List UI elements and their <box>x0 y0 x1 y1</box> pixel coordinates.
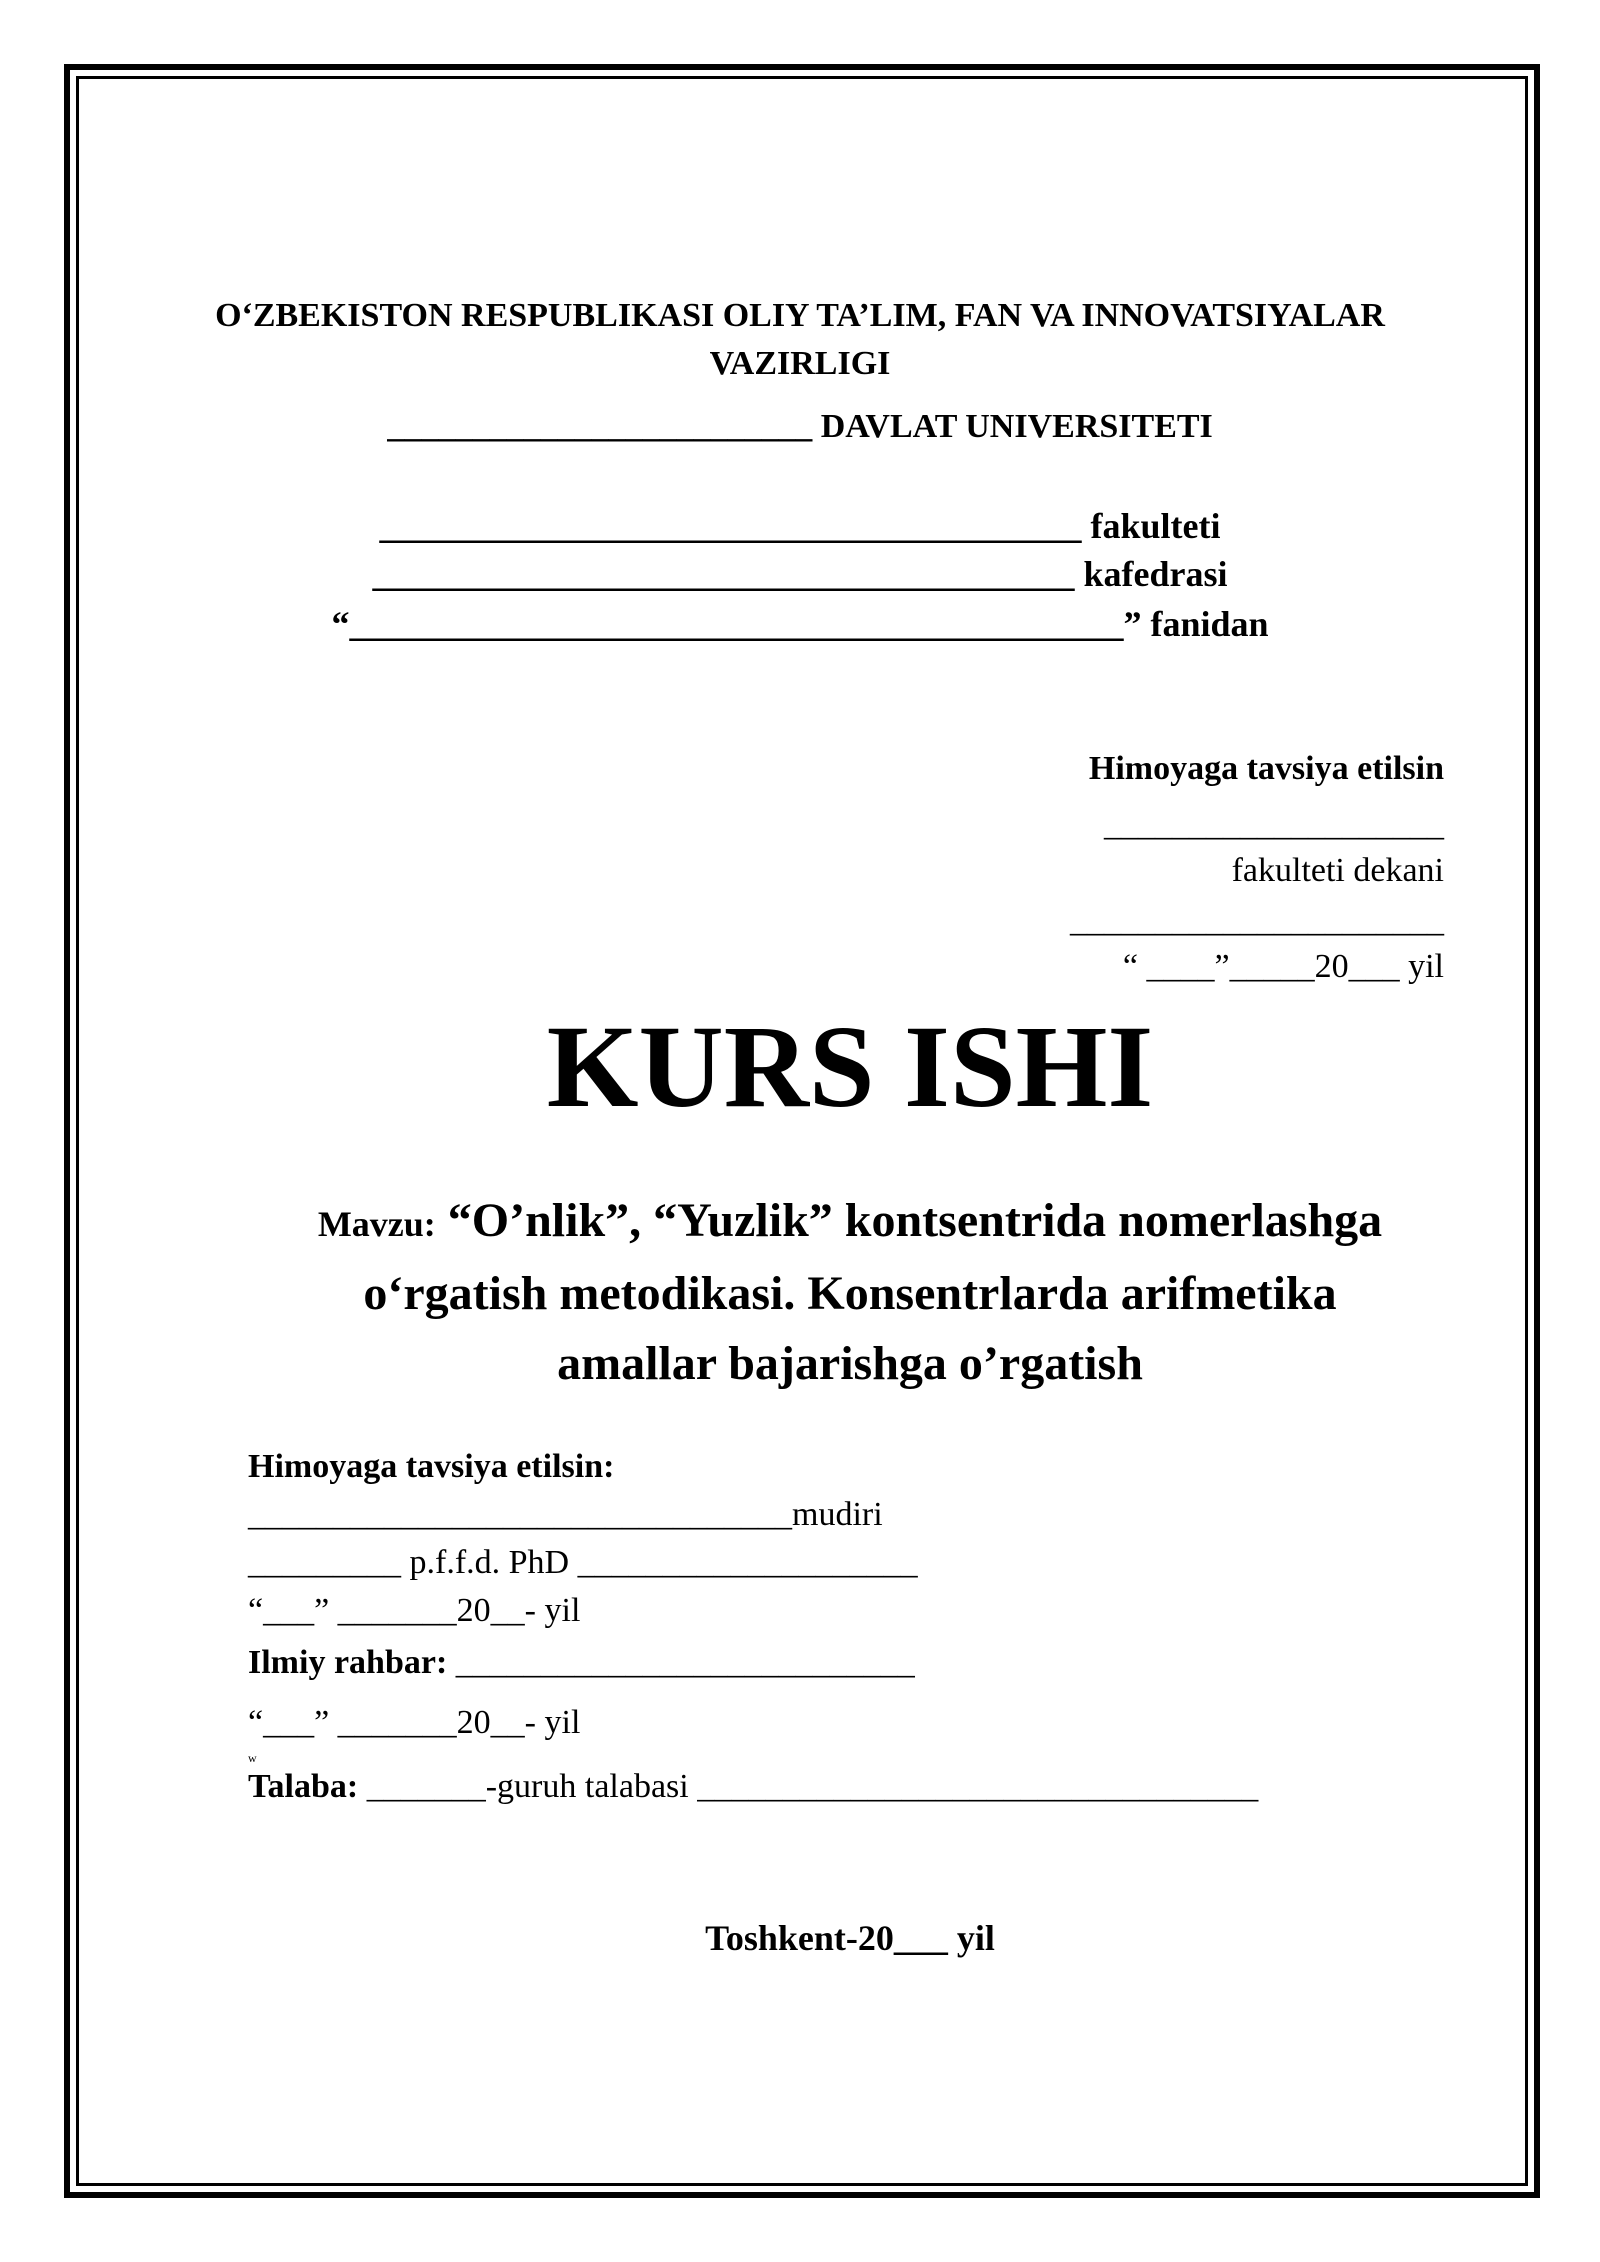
approval-date-2: “___” _______20__- yil <box>248 1704 581 1741</box>
phd-line: _________ p.f.f.d. PhD ____________________ <box>248 1544 918 1581</box>
city-year: Toshkent-20___ yil <box>705 1918 995 1958</box>
advisor-blank: ___________________________ <box>447 1644 915 1681</box>
student-line <box>248 1770 1258 1804</box>
ministry-name: O‘ZBEKISTON RESPUBLIKASI OLIY TA’LIM, FAN VA INNOVATSIYALAR VAZIRLIGI <box>215 297 1385 382</box>
university-line: _________________________ DAVLAT UNIVERSITETI <box>387 408 1213 445</box>
student-label: Talaba: <box>248 1768 359 1805</box>
advisor-line <box>248 1646 915 1680</box>
top-approval-date: “ ____”_____20___ yil <box>1122 948 1444 985</box>
topic-text-1: “O’nlik”, “Yuzlik” kontsentrida nomerlashga <box>447 1194 1383 1247</box>
faculty-line: _______________________________________ fakulteti <box>379 506 1221 546</box>
department-line: _______________________________________ kafedrasi <box>372 554 1228 594</box>
topic-line-1 <box>200 1186 1500 1259</box>
top-approval-title: Himoyaga tavsiya etilsin <box>1088 750 1444 787</box>
topic-line-2: o‘rgatish metodikasi. Konsentrlarda arifmetika <box>363 1267 1337 1320</box>
document-title: KURS ISHI <box>546 1001 1154 1132</box>
top-approval-dean: fakulteti dekani <box>1231 852 1444 889</box>
topic-label: Mavzu: <box>317 1204 436 1244</box>
top-approval-line2: ______________________ <box>1070 902 1444 939</box>
top-approval-sign-line: ____________________ <box>1104 806 1444 843</box>
subject-line: “___________________________________________” fanidan <box>331 604 1269 644</box>
bottom-approval-title: Himoyaga tavsiya etilsin: <box>248 1448 615 1485</box>
tiny-mark: w <box>248 1751 257 1765</box>
head-of-department-line: ________________________________mudiri <box>248 1496 883 1533</box>
topic-line-3: amallar bajarishga o’rgatish <box>557 1337 1143 1390</box>
topic-block <box>200 1186 1500 1399</box>
student-blank: _______-guruh talabasi _________________________________ <box>358 1768 1259 1805</box>
advisor-label: Ilmiy rahbar: <box>248 1644 448 1681</box>
approval-date-1: “___” _______20__- yil <box>248 1592 581 1629</box>
